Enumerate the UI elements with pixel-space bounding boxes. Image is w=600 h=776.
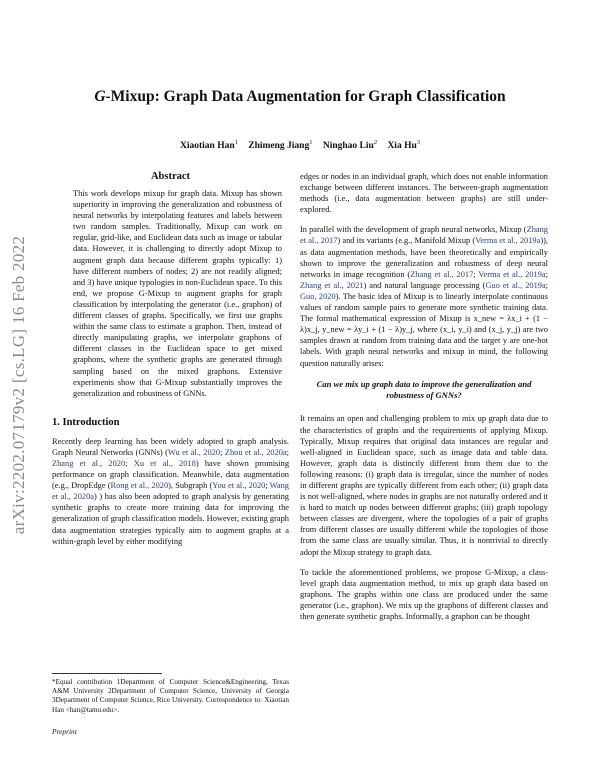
author-name: Ninghao Liu [322,141,374,152]
author [180,141,238,151]
citation-link[interactable]: Wu et al., 2020 [167,447,221,457]
author [248,141,312,151]
left-column [52,171,289,556]
citation-link[interactable]: Guo, 2020 [300,291,336,301]
citation-link[interactable]: Zhou et al., 2020a [224,447,287,457]
arxiv-watermark [4,205,34,565]
title-rest: -Mixup: Graph Data Augmentation for Graph Classification [105,88,506,105]
research-question: Can we mix up graph data to improve the generalization and robustness of GNNs? [316,378,532,400]
author-affil: 3 [416,139,420,146]
author-affil: 1 [309,139,313,146]
author-affil: 1 [234,139,238,146]
title-prefix: G [94,88,106,105]
citation-link[interactable]: Verma et al., 2019a [475,236,541,246]
citation-link[interactable]: Zhang et al., 2017 [410,269,474,279]
author-name: Xia Hu [387,141,417,152]
citation-link[interactable]: Wang et al., 2020a [52,481,289,502]
author-name: Zhimeng Jiang [248,141,310,152]
citation-link[interactable]: Verma et al., 2019a [478,269,546,279]
author [323,141,377,151]
citation-link[interactable]: Rong et al., 2020 [110,481,169,491]
paper-title [60,88,540,106]
preprint-label: Preprint [52,727,77,736]
intro-heading: 1. Introduction [52,416,120,428]
footnote: *Equal contribution 1Department of Computer Science&Engineering, Texas A&M University 2Department of Computer Science, University of Georgia 3Department of Computer Science, Rice University. Correspondence to: Xiaotian Han <han@tamu.edu>. [52,678,289,714]
abstract-heading: Abstract [150,171,191,182]
citation-link[interactable]: Zhang et al., 2020 [52,458,126,468]
author-list [60,139,540,151]
citation-link[interactable]: You et al., 2020 [212,481,266,491]
right-column [300,171,548,631]
citation-link[interactable]: Zhang et al., 2021 [300,280,364,290]
abstract-body: This work develops mixup for graph data. Mixup has shown superiority in improving the generalization and robustness of neural networks by interpolating features and labels between two random samples. Traditionally, Mixup can work on regular, grid-like, and Euclidean data such as image or tabular data. However, it is challenging to directly adopt Mixup to augment graph data because different graphs typically: 1) have different numbers of nodes; 2) are not readily aligned; and 3) have unique typologies in non-Euclidean space. To this end, we propose G-Mixup to augment graphs for graph classification by interpolating the generator (i.e., graphon) of different classes of graphs. Specifically, we first use graphs within the same class to estimate a graphon. Then, instead of directly manipulating graphs, we interpolate graphons of different classes in the Euclidean space to get mixed graphons, where the synthetic graphs are generated through sampling based on the mixed graphons. Extensive experiments show that G-Mixup substantially improves the generalization and robustness of GNNs. [73,189,282,398]
intro-paragraph: Recently deep learning has been widely adopted to graph analysis. Graph Neural Networks (GNNs) (Wu et al., 2020; Zhou et al., 2020a; Zhang et al., 2020; Xu et al., 2018) have shown promising performance on graph classification. Meanwhile, data augmentation (e.g., DropEdge (Rong et al., 2020), Subgraph (You et al., 2020; Wang et al., 2020a) ) has also been adopted to graph analysis by generating synthetic graphs to create more training data for improving the generalization of graph classification models. However, existing graph data augmentation strategies typically aim to augment graphs at a within-graph level by either modifying [52,436,290,546]
footnote-rule [52,673,162,674]
body-paragraph: It remains an open and challenging problem to mix up graph data due to the characteristics of graphs and the requirements of applying Mixup. Typically, Mixup requires that original data instances are regular and well-aligned in Euclidean space, such as image data and table data. However, graph data is distinctly different from them due to the following reasons: (i) graph data is irregular, since the number of nodes in different graphs are typically different from each other; (ii) graph data is not well-aligned, where nodes in graphs are not naturally ordered and it is hard to match up nodes between different graphs; (iii) graph topology between classes are divergent, where the topologies of a pair of graphs from different classes are usually different while the topologies of those from the same class are usually similar. Thus, it is nontrivial to directly adopt the Mixup strategy to graph data. [300,414,548,557]
author [387,141,420,151]
author-name: Xiaotian Han [179,141,235,152]
body-paragraph: edges or nodes in an individual graph, which does not enable information exchange between different instances. The between-graph augmentation methods (i.e., data augmentation between graphs) are still under-explored. [300,172,548,215]
citation-link[interactable]: Zhang et al., 2017 [300,225,548,246]
body-paragraph: To tackle the aforementioned problems, we propose G-Mixup, a class-level graph data augmentation method, to mix up graph data based on graphons. The graphs within one class are produced under the same generator (i.e., graphon). We mix up the graphons of different classes and then generate synthetic graphs. Informally, a graphon can be thought [300,567,548,621]
citation-link[interactable]: Guo et al., 2019a [485,280,546,290]
citation-link[interactable]: Xu et al., 2018 [133,458,196,468]
body-paragraph: In parallel with the development of graph neural networks, Mixup (Zhang et al., 2017) and its variants (e.g., Manifold Mixup (Verma et al., 2019a)), as data augmentation methods, have been theoretically and empirically shown to improve the generalization and robustness of deep neural networks in image recognition (Zhang et al., 2017; Verma et al., 2019a; Zhang et al., 2021) and natural language processing (Guo et al., 2019a; Guo, 2020). The basic idea of Mixup is to linearly interpolate continuous values of random sample pairs to generate more synthetic training data. The formal mathematical expression of Mixup is x_new = λx_i + (1 − λ)x_j, y_new = λy_i + (1 − λ)y_j, where (x_i, y_i) and (x_j, y_j) are two samples drawn at random from training data and the target y are one-hot labels. With graph neural networks and mixup in mind, the following question naturally arises: [300,225,549,368]
author-affil: 2 [373,139,378,146]
arxiv-id-text: arXiv:2202.07179v2 [cs.LG] 16 Feb 2022 [9,235,28,535]
